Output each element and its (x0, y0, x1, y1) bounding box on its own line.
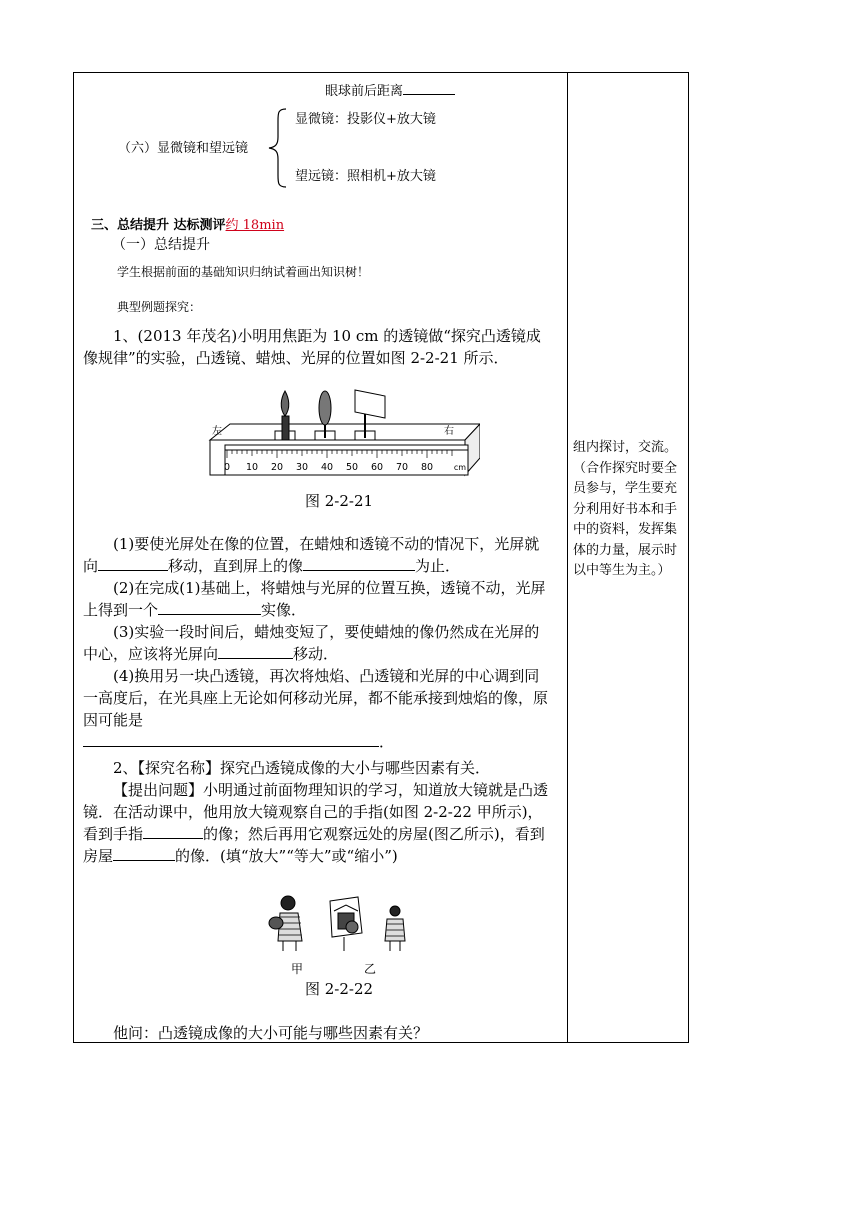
section3-heading: 三、总结提升 达标测评约 18min (91, 218, 285, 233)
telescope-text: 望远镜：照相机+放大镜 (295, 169, 436, 184)
q1-part1: (1)要使光屏处在像的位置，在蜡烛和透镜不动的情况下，光屏就向 移动，直到屏上的像 为止． (83, 535, 540, 575)
brace-icon (266, 107, 288, 189)
q1-part3: (3)实验一段时间后，蜡烛变短了，要使蜡烛的像仍然成在光屏的中心，应该将光屏向 移动． (83, 623, 540, 663)
figure-label-a: 甲 (291, 962, 304, 976)
magnifier-figure (268, 893, 418, 955)
optical-bench-figure (205, 388, 480, 488)
left-label: 左 (212, 426, 222, 437)
q1-part4: (4)换用另一块凸透镜，再次将烛焰、凸透镜和光屏的中心调到同一高度后，在光具座上无论如何移动光屏，都不能承接到烛焰的像，原因可能是 ． (83, 667, 549, 751)
example-heading: 典型例题探究： (117, 300, 202, 314)
q1-part2: (2)在完成(1)基础上，将蜡烛与光屏的位置互换，透镜不动，光屏上得到一个 实像． (83, 579, 546, 619)
column-divider (567, 73, 568, 1042)
q1-intro: 1、(2013 年茂名)小明用焦距为 10 cm 的透镜做“探究凸透镜成像规律”的实验，凸透镜、蜡烛、光屏的位置如图 2-2-21 所示． (83, 327, 541, 367)
q2-followup: 他问：凸透镜成像的大小可能与哪些因素有关？ (113, 1024, 429, 1042)
tick-label: 30 (295, 462, 309, 473)
tick-label: 80 (420, 462, 434, 473)
summary-subheading: （一）总结提升 (112, 237, 210, 253)
side-note: 组内探讨，交流。（合作探究时要全员参与，学生要充分利用好书本和手中的资料，发挥集体的力量，展示时以中等生为主。） (573, 440, 678, 578)
q2-question: 【提出问题】小明通过前面物理知识的学习，知道放大镜就是凸透镜．在活动课中，他用放大镜观察自己的手指(如图 2-2-22 甲所示)，看到手指 的像；然后再用它观察远处的房屋(图乙所示)，看到房屋 的像．(填“放大”“等大”或“缩小”) (83, 781, 549, 865)
figure-label-b: 乙 (364, 962, 377, 976)
microscope-text: 显微镜：投影仪+放大镜 (295, 112, 436, 127)
tick-label: 10 (245, 462, 259, 473)
tick-label: 40 (320, 462, 334, 473)
tick-label: 20 (270, 462, 284, 473)
boy-with-house-icon (330, 897, 405, 951)
figure-caption: 图 2-2-22 (305, 980, 374, 998)
tick-label: 70 (395, 462, 409, 473)
tick-label: 50 (345, 462, 359, 473)
right-label: 右 (444, 426, 454, 437)
q2-title: 2、【探究名称】探究凸透镜成像的大小与哪些因素有关． (113, 759, 491, 777)
candle-icon (281, 391, 289, 440)
knowledge-tree-instruction: 学生根据前面的基础知识归纳试着画出知识树！ (117, 265, 370, 279)
unit-label: cm (453, 463, 467, 472)
tick-label: 0 (223, 462, 231, 473)
boy-with-magnifier-icon (269, 896, 302, 951)
eye-distance-line: 眼球前后距离 (325, 80, 455, 99)
section6-label: （六）显微镜和望远镜 (118, 141, 249, 156)
tick-label: 60 (370, 462, 384, 473)
figure-caption: 图 2-2-21 (305, 492, 374, 510)
